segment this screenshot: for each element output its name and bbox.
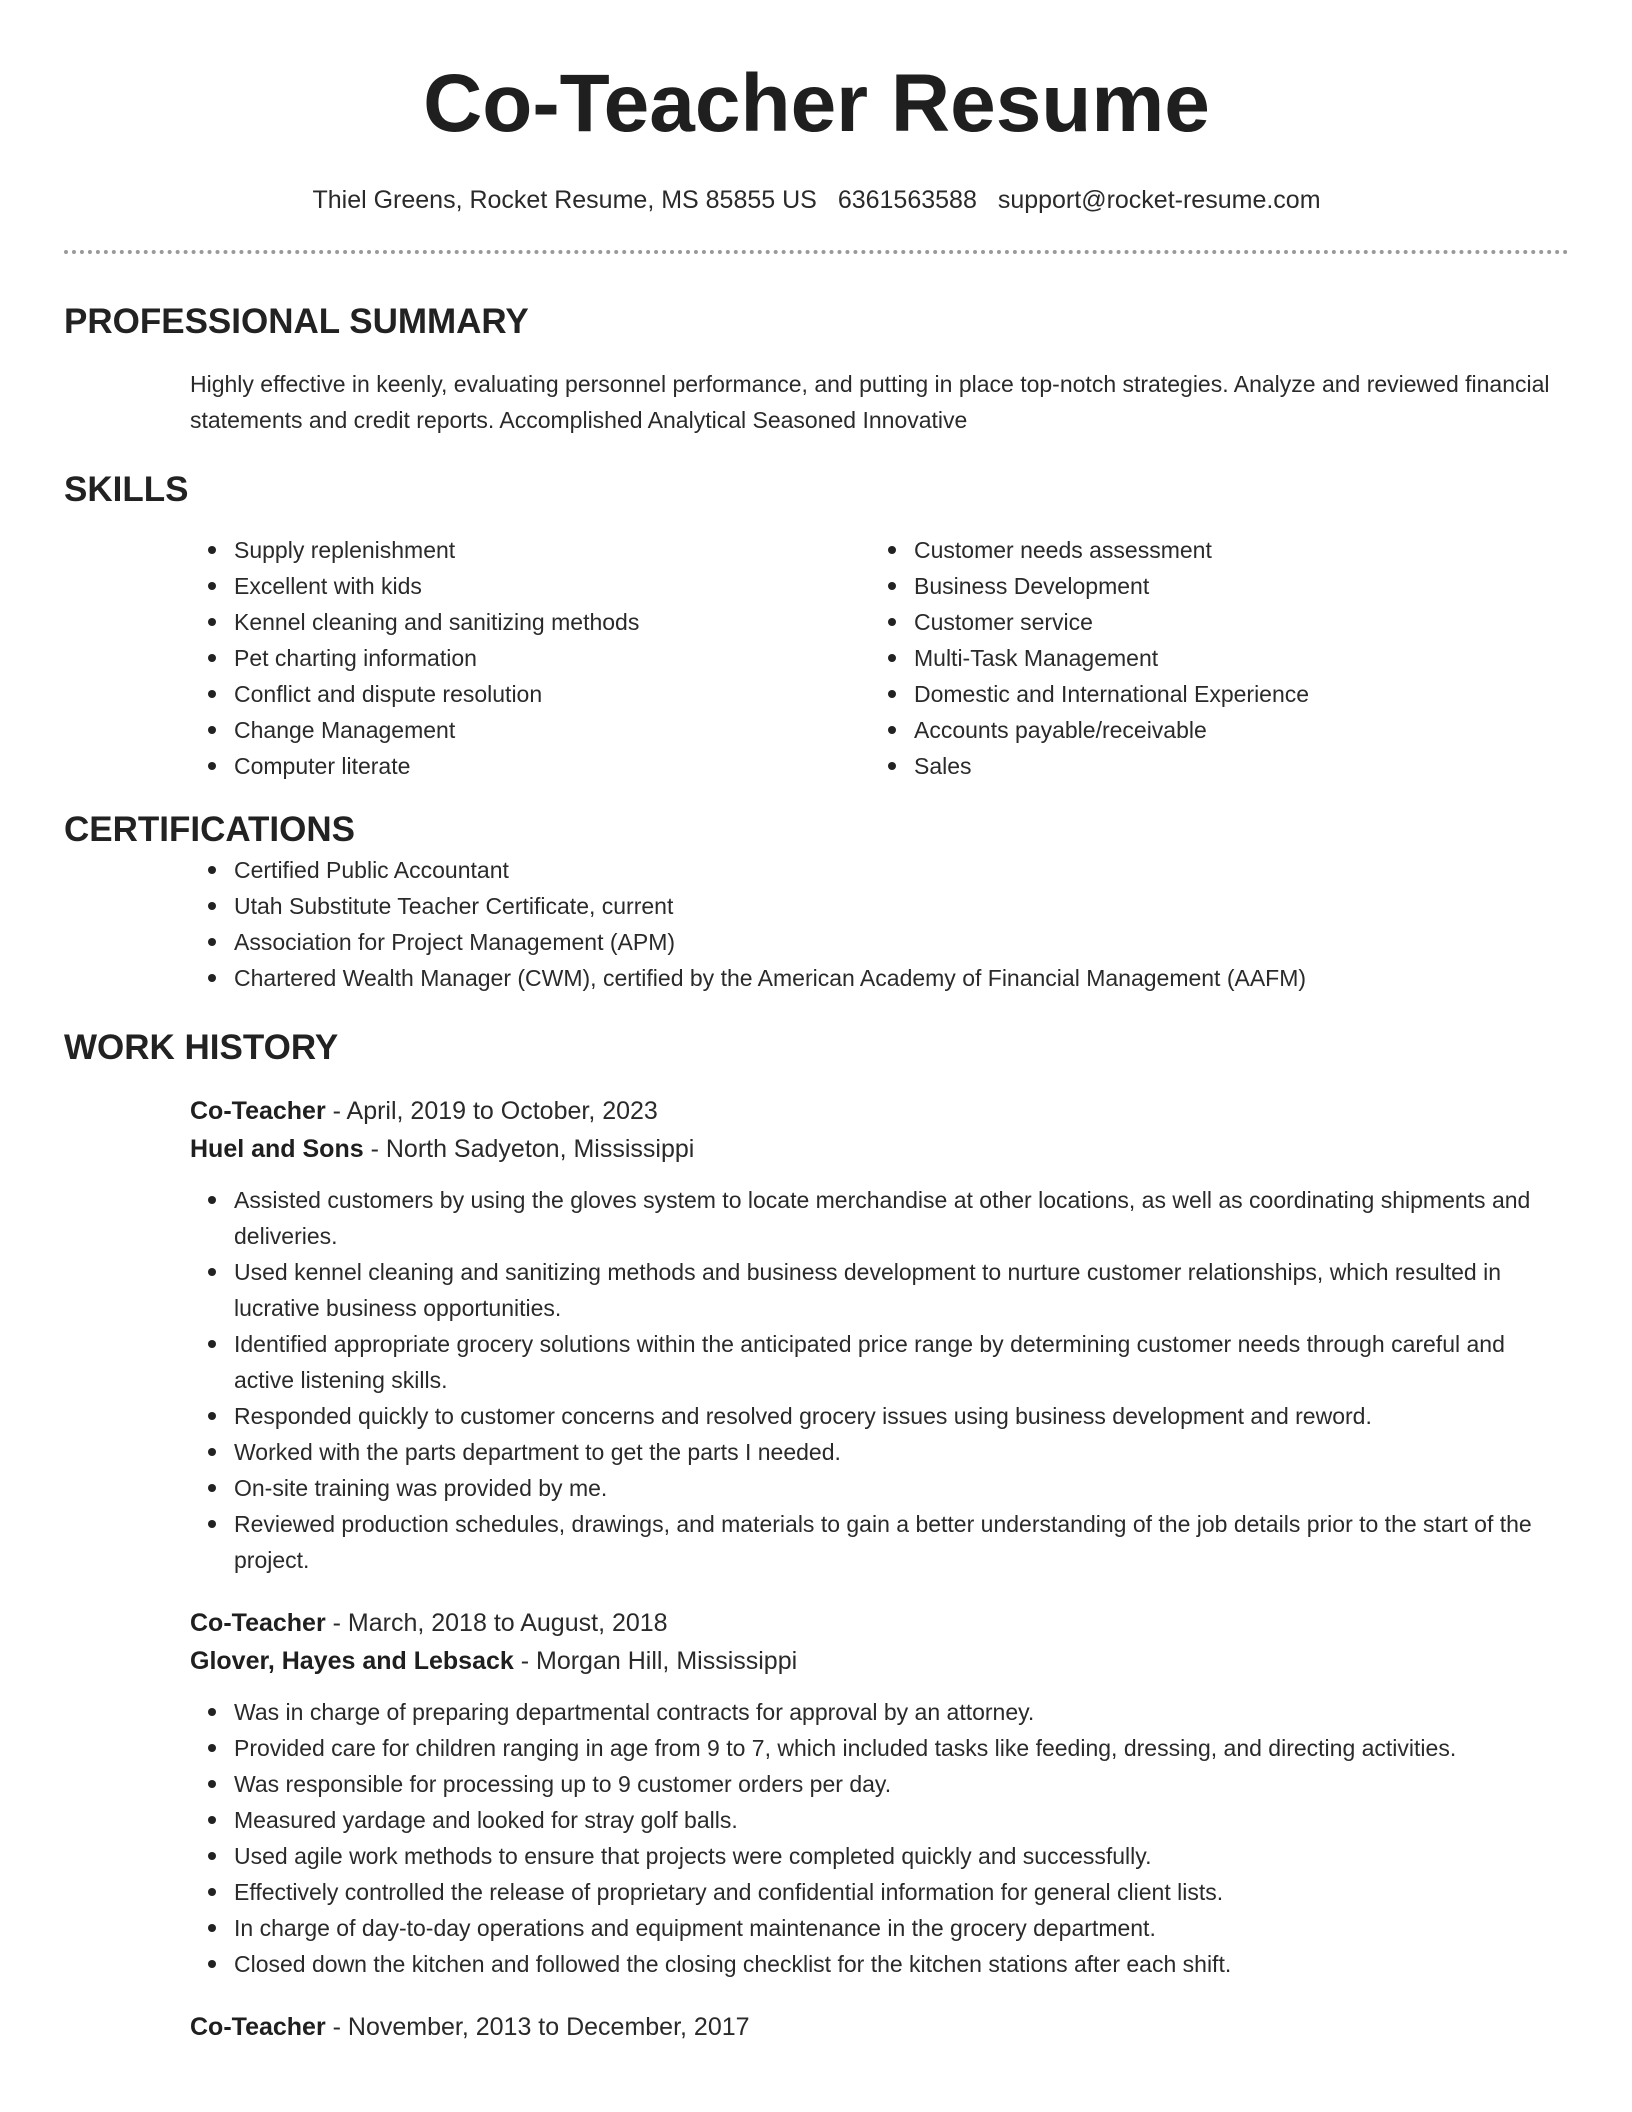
- skills-column-2: [744, 532, 1309, 784]
- job-duty: Used agile work methods to ensure that projects were completed quickly and successfully.: [234, 1838, 1569, 1874]
- job-entry: [190, 2008, 1569, 2046]
- job-duty: Used kennel cleaning and sanitizing methods and business development to nurture customer relationships, which resulted in lucrative business opportunities.: [234, 1254, 1569, 1326]
- contact-phone: 6361563588: [837, 186, 977, 214]
- certification-item: Certified Public Accountant: [234, 852, 1569, 888]
- contact-address: Thiel Greens, Rocket Resume, MS 85855 US: [312, 186, 817, 214]
- job-dates: - April, 2019 to October, 2023: [325, 1097, 658, 1125]
- job-entry: [190, 1604, 1569, 1982]
- job-title: Co-Teacher: [190, 2013, 326, 2041]
- skill-item: Sales: [914, 748, 1309, 784]
- work-history-heading: WORK HISTORY: [64, 1028, 339, 1067]
- skill-item: Conflict and dispute resolution: [234, 676, 744, 712]
- summary-heading: PROFESSIONAL SUMMARY: [64, 302, 529, 341]
- job-duty: Assisted customers by using the gloves system to locate merchandise at other locations, as well as coordinating shipments and deliveries.: [234, 1182, 1569, 1254]
- skill-item: Change Management: [234, 712, 744, 748]
- job-company-line: [190, 1130, 1569, 1168]
- skill-item: Business Development: [914, 568, 1309, 604]
- job-duty: Responded quickly to customer concerns and resolved grocery issues using business development and reword.: [234, 1398, 1569, 1434]
- skill-item: Computer literate: [234, 748, 744, 784]
- job-duty: Was responsible for processing up to 9 customer orders per day.: [234, 1766, 1569, 1802]
- job-title: Co-Teacher: [190, 1097, 326, 1125]
- contact-email: support@rocket-resume.com: [997, 186, 1321, 214]
- job-duty: Reviewed production schedules, drawings, and materials to gain a better understanding of the job details prior to the start of the project.: [234, 1506, 1569, 1578]
- job-duties: [190, 1694, 1569, 1982]
- certification-item: Utah Substitute Teacher Certificate, current: [234, 888, 1569, 924]
- job-dates: - March, 2018 to August, 2018: [325, 1609, 668, 1637]
- job-company: Glover, Hayes and Lebsack: [190, 1647, 514, 1675]
- job-title-line: [190, 1604, 1569, 1642]
- skill-item: Pet charting information: [234, 640, 744, 676]
- skill-item: Kennel cleaning and sanitizing methods: [234, 604, 744, 640]
- skills-heading: SKILLS: [64, 470, 189, 509]
- skill-item: Customer service: [914, 604, 1309, 640]
- job-duty: In charge of day-to-day operations and equipment maintenance in the grocery department.: [234, 1910, 1569, 1946]
- job-entry: [190, 1092, 1569, 1578]
- certifications-heading: CERTIFICATIONS: [64, 810, 356, 849]
- job-company: Huel and Sons: [190, 1135, 364, 1163]
- job-duty: Identified appropriate grocery solutions within the anticipated price range by determining customer needs through careful and active listening skills.: [234, 1326, 1569, 1398]
- certification-item: Association for Project Management (APM): [234, 924, 1569, 960]
- job-duty: On-site training was provided by me.: [234, 1470, 1569, 1506]
- job-location: - North Sadyeton, Mississippi: [363, 1135, 695, 1163]
- skill-item: Excellent with kids: [234, 568, 744, 604]
- resume-page: [64, 0, 1569, 2046]
- skill-item: Customer needs assessment: [914, 532, 1309, 568]
- skill-item: Multi-Task Management: [914, 640, 1309, 676]
- resume-title: Co-Teacher Resume: [423, 58, 1210, 149]
- job-duty: Effectively controlled the release of proprietary and confidential information for general client lists.: [234, 1874, 1569, 1910]
- summary-text: Highly effective in keenly, evaluating personnel performance, and putting in place top-notch strategies. Analyze and reviewed financial statements and credit reports. Accomplished Analytical Seasoned Innovative: [190, 371, 1550, 433]
- skill-item: Supply replenishment: [234, 532, 744, 568]
- certifications-list: [64, 852, 1569, 996]
- job-title: Co-Teacher: [190, 1609, 326, 1637]
- job-dates: - November, 2013 to December, 2017: [325, 2013, 750, 2041]
- skills-list: [64, 532, 1569, 784]
- job-duty: Measured yardage and looked for stray golf balls.: [234, 1802, 1569, 1838]
- job-duty: Was in charge of preparing departmental contracts for approval by an attorney.: [234, 1694, 1569, 1730]
- job-duties: [190, 1182, 1569, 1578]
- certification-item: Chartered Wealth Manager (CWM), certified by the American Academy of Financial Management (AAFM): [234, 960, 1569, 996]
- job-duty: Provided care for children ranging in age from 9 to 7, which included tasks like feeding, dressing, and directing activities.: [234, 1730, 1569, 1766]
- job-title-line: [190, 1092, 1569, 1130]
- job-company-line: [190, 1642, 1569, 1680]
- job-title-line: [190, 2008, 1569, 2046]
- skills-column-1: [64, 532, 744, 784]
- skill-item: Domestic and International Experience: [914, 676, 1309, 712]
- header-divider: [64, 250, 1569, 254]
- job-duty: Worked with the parts department to get the parts I needed.: [234, 1434, 1569, 1470]
- contact-line: [64, 184, 1569, 216]
- job-duty: Closed down the kitchen and followed the closing checklist for the kitchen stations after each shift.: [234, 1946, 1569, 1982]
- skill-item: Accounts payable/receivable: [914, 712, 1309, 748]
- job-location: - Morgan Hill, Mississippi: [513, 1647, 798, 1675]
